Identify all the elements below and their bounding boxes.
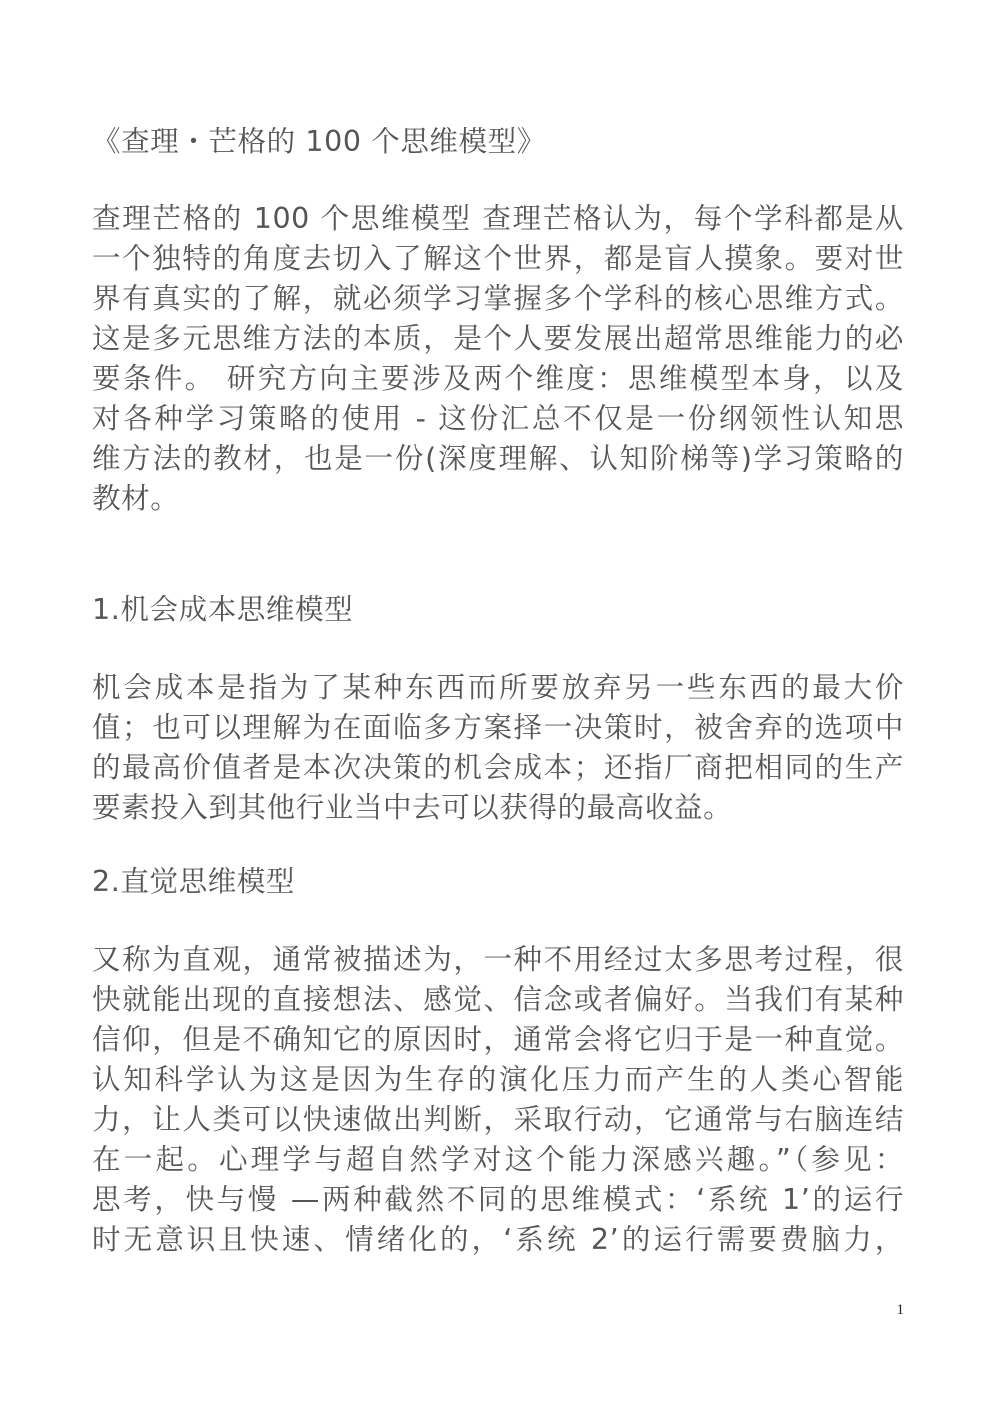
section-body-line: 时无意识且快速、情绪化的，‘系统 2’的运行需要费脑力，: [92, 1223, 904, 1256]
section-body-line: 信仰，但是不确知它的原因时，通常会将它归于是一种直觉。: [92, 1023, 904, 1056]
intro-line: 界有真实的了解，就必须学习掌握多个学科的核心思维方式。: [92, 282, 904, 315]
document-title: 《查理・芒格的 100 个思维模型》: [92, 125, 546, 158]
intro-line: 查理芒格的 100 个思维模型 查理芒格认为，每个学科都是从: [92, 202, 904, 235]
section-body-line: 值；也可以理解为在面临多方案择一决策时，被舍弃的选项中: [92, 711, 904, 744]
section-body-line: 认知科学认为这是因为生存的演化压力而产生的人类心智能: [92, 1063, 904, 1096]
section-heading: 2.直觉思维模型: [92, 865, 295, 898]
intro-line: 这是多元思维方法的本质，是个人要发展出超常思维能力的必: [92, 322, 904, 355]
section-body-line: 快就能出现的直接想法、感觉、信念或者偏好。当我们有某种: [92, 983, 904, 1016]
section-body-line: 力，让人类可以快速做出判断，采取行动，它通常与右脑连结: [92, 1103, 904, 1136]
section-body-line: 在一起。心理学与超自然学对这个能力深感兴趣。”（参见：: [92, 1143, 904, 1176]
intro-line: 教材。: [92, 482, 180, 515]
intro-line: 对各种学习策略的使用 - 这份汇总不仅是一份纲领性认知思: [92, 402, 904, 435]
section-body-line: 机会成本是指为了某种东西而所要放弃另一些东西的最大价: [92, 671, 904, 704]
section-body-line: 又称为直观，通常被描述为，一种不用经过太多思考过程，很: [92, 943, 904, 976]
intro-line: 维方法的教材，也是一份(深度理解、认知阶梯等)学习策略的: [92, 442, 904, 475]
intro-line: 要条件。 研究方向主要涉及两个维度：思维模型本身，以及: [92, 362, 904, 395]
section-body-line: 的最高价值者是本次决策的机会成本；还指厂商把相同的生产: [92, 751, 904, 784]
intro-line: 一个独特的角度去切入了解这个世界，都是盲人摸象。要对世: [92, 242, 904, 275]
section-heading: 1.机会成本思维模型: [92, 593, 354, 626]
section-body-line: 要素投入到其他行业当中去可以获得的最高收益。: [92, 791, 733, 824]
section-body-line: 思考，快与慢 —两种截然不同的思维模式：‘系统 1’的运行: [92, 1183, 904, 1216]
page-number: 1: [896, 1302, 904, 1318]
